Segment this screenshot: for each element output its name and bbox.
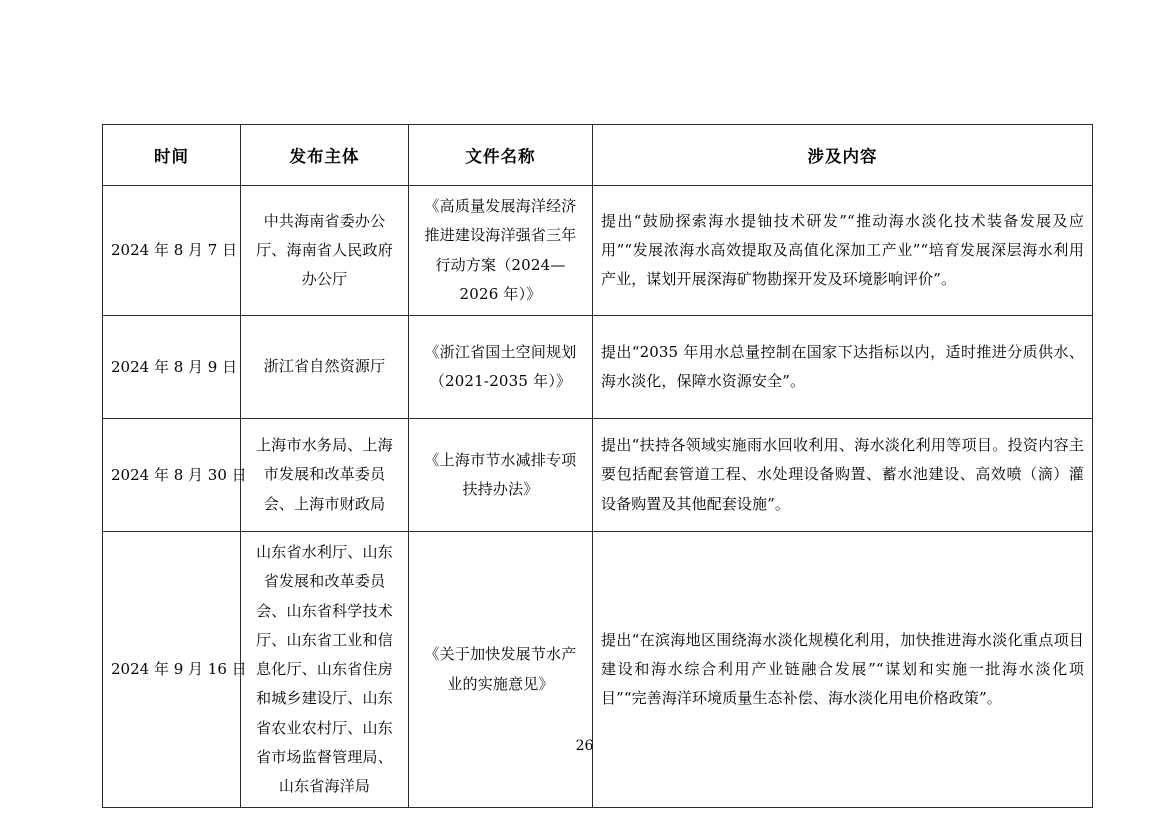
table-row bbox=[103, 532, 1093, 808]
cell-content: 提出“2035 年用水总量控制在国家下达指标以内，适时推进分质供水、海水淡化，保障水资源安全”。 bbox=[593, 316, 1093, 419]
column-header-time: 时间 bbox=[103, 125, 241, 186]
table-header-row bbox=[103, 125, 1093, 186]
cell-content: 提出“鼓励探索海水提铀技术研发”“推动海水淡化技术装备发展及应用”“发展浓海水高效提取及高值化深加工产业”“培育发展深层海水利用产业，谋划开展深海矿物勘探开发及环境影响评价”。 bbox=[593, 186, 1093, 316]
table-row bbox=[103, 186, 1093, 316]
table-row bbox=[103, 419, 1093, 532]
cell-content: 提出“在滨海地区围绕海水淡化规模化利用，加快推进海水淡化重点项目建设和海水综合利用产业链融合发展”“谋划和实施一批海水淡化项目”“完善海洋环境质量生态补偿、海水淡化用电价格政策”。 bbox=[593, 532, 1093, 808]
cell-document-name: 《高质量发展海洋经济推进建设海洋强省三年行动方案（2024—2026 年）》 bbox=[409, 186, 593, 316]
column-header-issuer: 发布主体 bbox=[241, 125, 409, 186]
column-header-document-name: 文件名称 bbox=[409, 125, 593, 186]
cell-document-name: 《浙江省国土空间规划（2021-2035 年）》 bbox=[409, 316, 593, 419]
page-number: 26 bbox=[575, 738, 594, 754]
cell-time: 2024 年 8 月 9 日 bbox=[103, 316, 241, 419]
table-header bbox=[103, 125, 1093, 186]
cell-document-name: 《上海市节水减排专项扶持办法》 bbox=[409, 419, 593, 532]
cell-issuer: 山东省水利厅、山东省发展和改革委员会、山东省科学技术厅、山东省工业和信息化厅、山东省住房和城乡建设厅、山东省农业农村厅、山东省市场监督管理局、山东省海洋局 bbox=[241, 532, 409, 808]
policy-documents-table bbox=[102, 124, 1093, 808]
cell-time: 2024 年 9 月 16 日 bbox=[103, 532, 241, 808]
cell-document-name: 《关于加快发展节水产业的实施意见》 bbox=[409, 532, 593, 808]
cell-time: 2024 年 8 月 30 日 bbox=[103, 419, 241, 532]
table-body bbox=[103, 186, 1093, 808]
cell-issuer: 浙江省自然资源厅 bbox=[241, 316, 409, 419]
cell-content: 提出“扶持各领域实施雨水回收利用、海水淡化利用等项目。投资内容主要包括配套管道工程、水处理设备购置、蓄水池建设、高效喷（滴）灌设备购置及其他配套设施”。 bbox=[593, 419, 1093, 532]
table-row bbox=[103, 316, 1093, 419]
cell-issuer: 上海市水务局、上海市发展和改革委员会、上海市财政局 bbox=[241, 419, 409, 532]
cell-time: 2024 年 8 月 7 日 bbox=[103, 186, 241, 316]
cell-issuer: 中共海南省委办公厅、海南省人民政府办公厅 bbox=[241, 186, 409, 316]
column-header-content: 涉及内容 bbox=[593, 125, 1093, 186]
